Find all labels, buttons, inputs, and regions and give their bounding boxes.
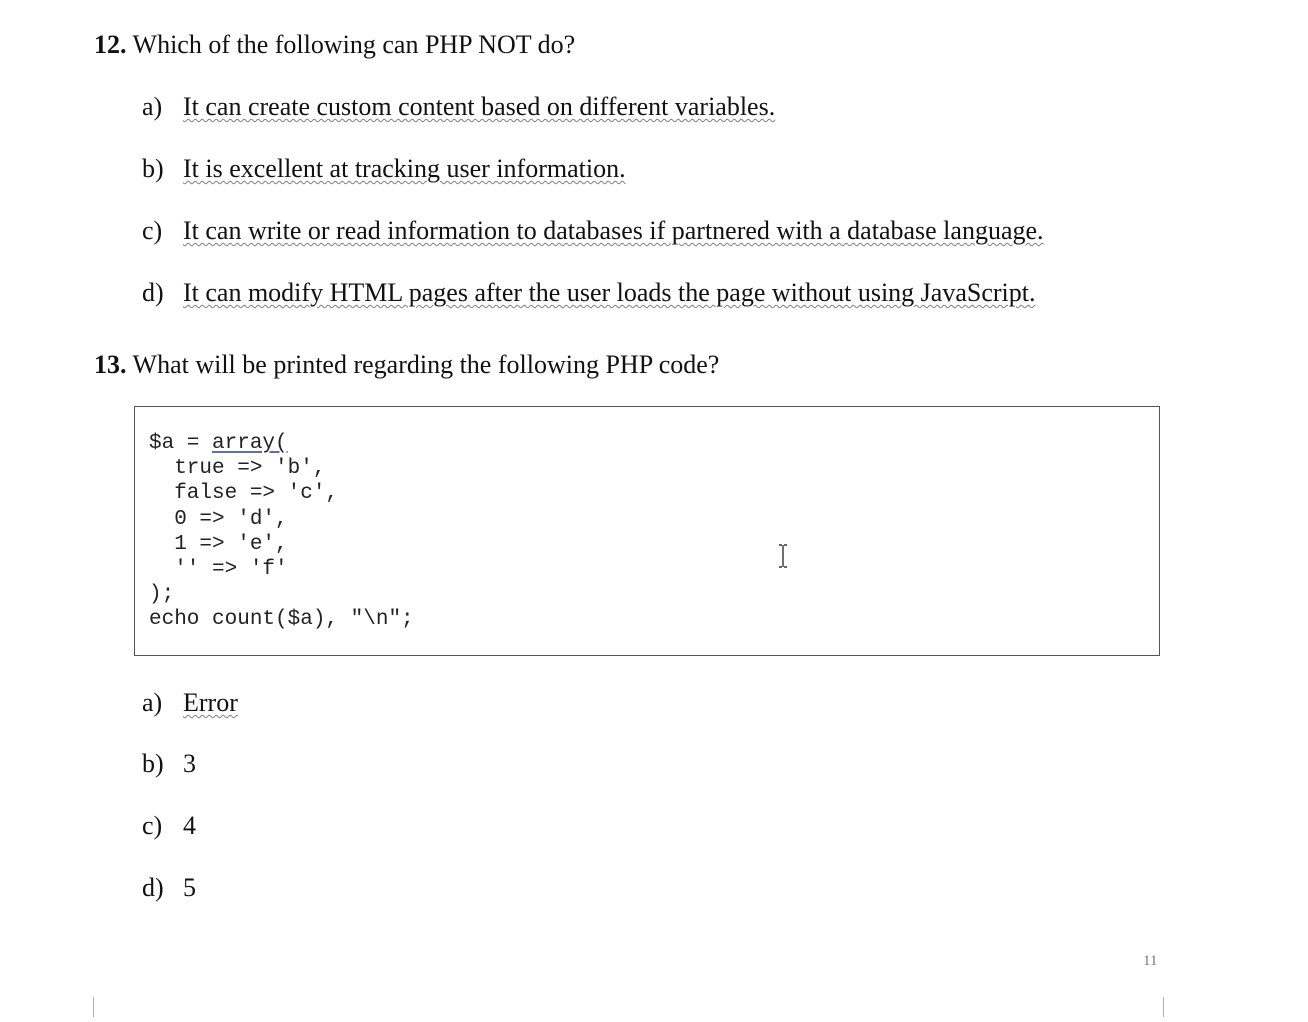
q13-option-b [142,749,196,779]
q13-option-a [142,688,238,718]
option-letter: a) [142,92,163,121]
option-letter: d) [142,278,164,307]
option-text: 3 [183,749,196,778]
option-text: Error [183,688,238,717]
question-number: 12. [94,30,127,59]
q13-option-d [142,873,196,903]
option-text: It is excellent at tracking user information. [183,154,626,183]
option-letter: d) [142,873,164,902]
q12-option-d [142,278,1035,308]
question-text: Which of the following can PHP NOT do? [132,30,576,59]
page-number: 11 [1143,953,1158,969]
option-letter: c) [142,811,163,840]
left-margin-mark [93,997,94,1017]
option-text: 4 [183,811,196,840]
option-text: It can write or read information to databases if partnered with a database language. [183,216,1044,245]
question-text: What will be printed regarding the following PHP code? [132,350,720,379]
php-code [149,431,414,633]
option-text: 5 [183,873,196,902]
question-12 [94,30,575,60]
code-body: true => 'b', false => 'c', 0 => 'd', 1 => 'e', '' => 'f' ); echo count($a), "\n"; [149,457,414,632]
text-cursor-icon [778,544,788,568]
option-text: It can modify HTML pages after the user loads the page without using JavaScript. [183,278,1036,307]
question-number: 13. [94,350,127,379]
option-letter: b) [142,749,164,778]
question-13 [94,350,719,380]
q12-option-c [142,216,1044,246]
right-margin-mark [1163,997,1164,1017]
option-letter: a) [142,688,163,717]
option-letter: c) [142,216,163,245]
option-text: It can create custom content based on different variables. [183,92,776,121]
q12-option-a [142,92,775,122]
q12-option-b [142,154,626,184]
q13-option-c [142,811,196,841]
code-variable: $a = [149,432,213,455]
option-letter: b) [142,154,164,183]
code-array-keyword: array( [212,432,288,455]
code-block [134,406,1160,656]
